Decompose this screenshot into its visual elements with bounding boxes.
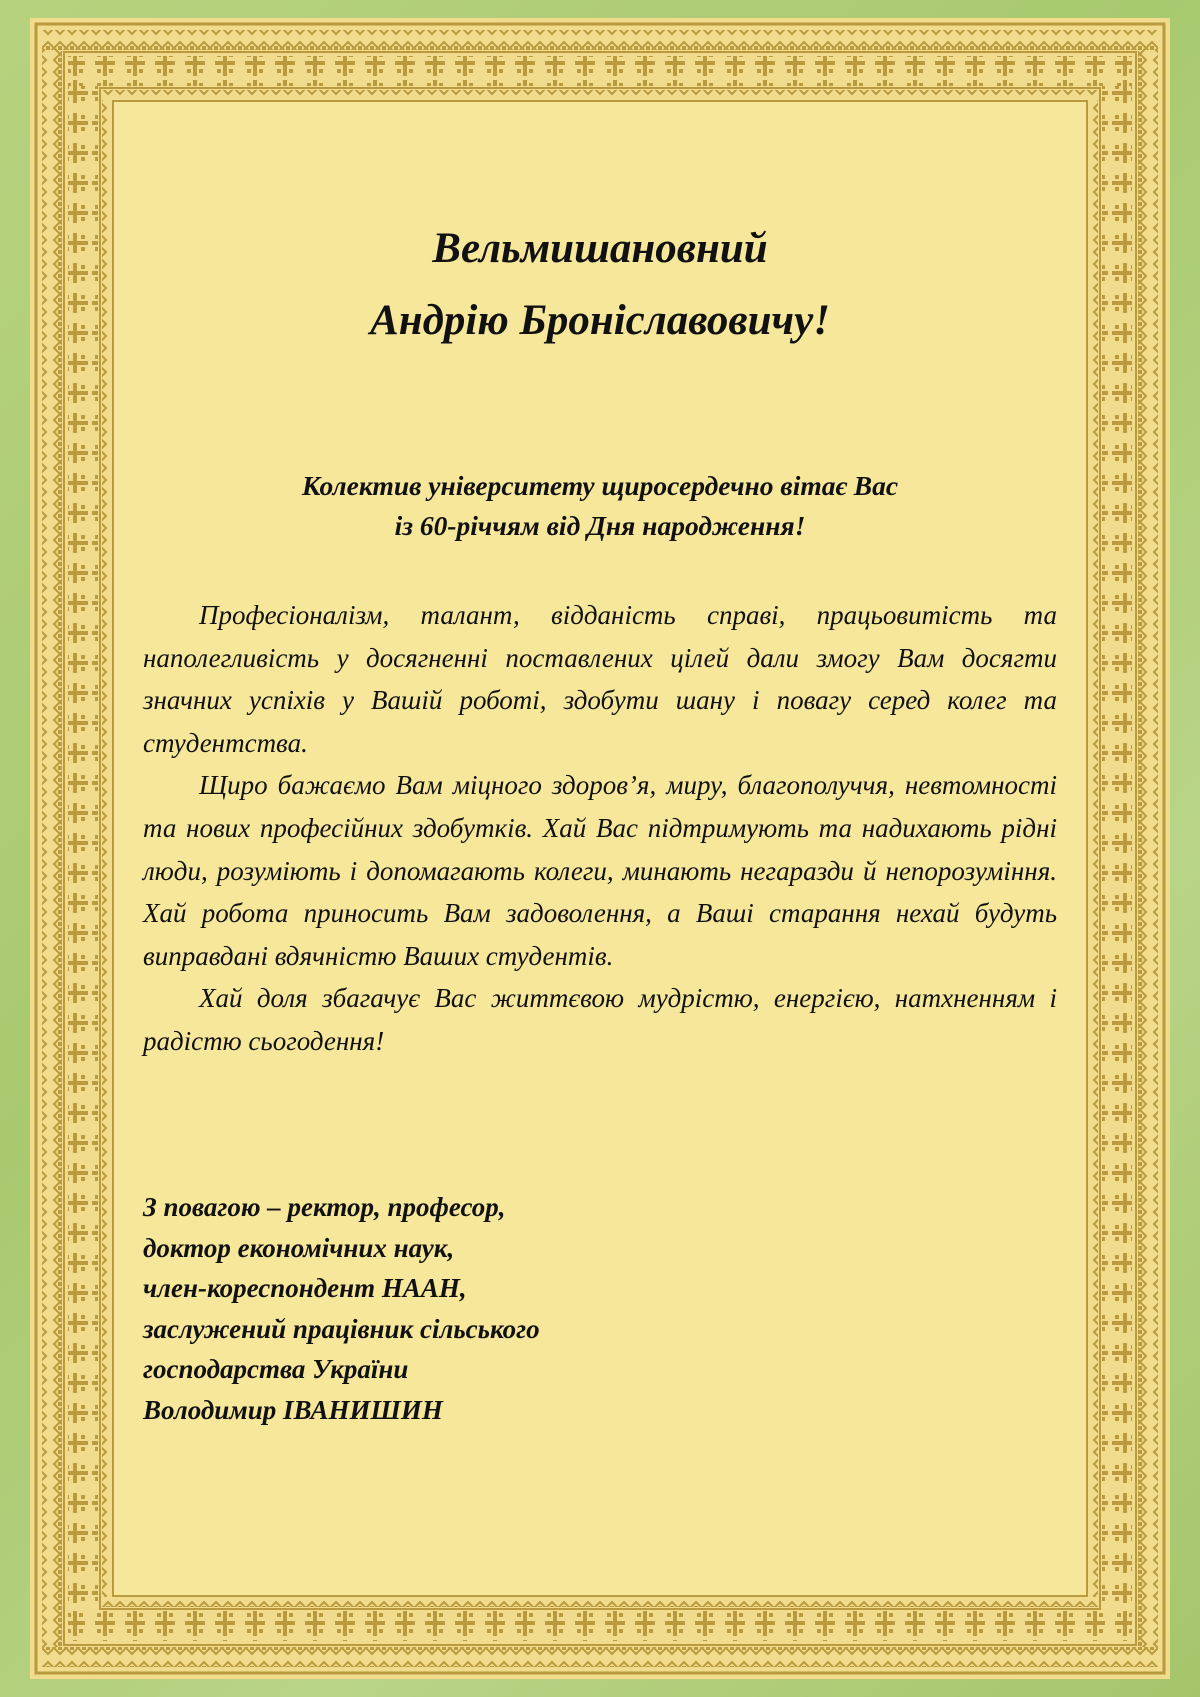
signature-line-1: З повагою – ректор, професор, bbox=[143, 1192, 506, 1222]
greeting-line-2: Андрію Броніславовичу! bbox=[370, 297, 830, 344]
body-paragraph-1: Професіоналізм, талант, відданість справі, працьовитість та наполегливість у досягненні поставлених цілей дали змогу Вам досягти значних успіхів у Вашій роботі, здобути шану і повагу серед колег та студентства. bbox=[143, 600, 1057, 758]
body-paragraph-3: Хай доля збагачує Вас життєвою мудрістю, енергією, натхненням і радістю сьогодення! bbox=[143, 983, 1057, 1056]
signature-line-5: господарства України bbox=[143, 1354, 409, 1385]
signature-block bbox=[143, 1187, 843, 1431]
greeting-line-1: Вельмишановний bbox=[432, 225, 768, 272]
letter-content bbox=[30, 18, 1170, 1679]
lead-line-2: із 60-річчям від Дня народження! bbox=[394, 510, 806, 541]
signature-line-4: заслужений працівник сільського bbox=[143, 1313, 540, 1344]
signature-name: Володимир ІВАНИШИН bbox=[143, 1394, 443, 1425]
signature-line-2: доктор економічних наук, bbox=[143, 1232, 455, 1263]
lead-line-1: Колектив університету щиросердечно вітає Вас bbox=[301, 470, 899, 501]
letter-body bbox=[143, 594, 1057, 1063]
greeting-heading bbox=[30, 213, 1170, 357]
body-paragraph-2: Щиро бажаємо Вам міцного здоров’я, миру, благополуччя, невтомності та нових професійних здобутків. Хай Вас підтримують та надихають рідні люди, розуміють і допомагають колеги, минають негаразди й непорозуміння. Хай робота приносить Вам задоволення, а Ваші старання нехай будуть виправдані вдячністю Ваших студентів. bbox=[143, 770, 1057, 971]
lead-statement bbox=[30, 466, 1170, 546]
signature-line-3: член-кореспондент НААН, bbox=[143, 1273, 467, 1304]
greeting-card bbox=[30, 18, 1170, 1679]
